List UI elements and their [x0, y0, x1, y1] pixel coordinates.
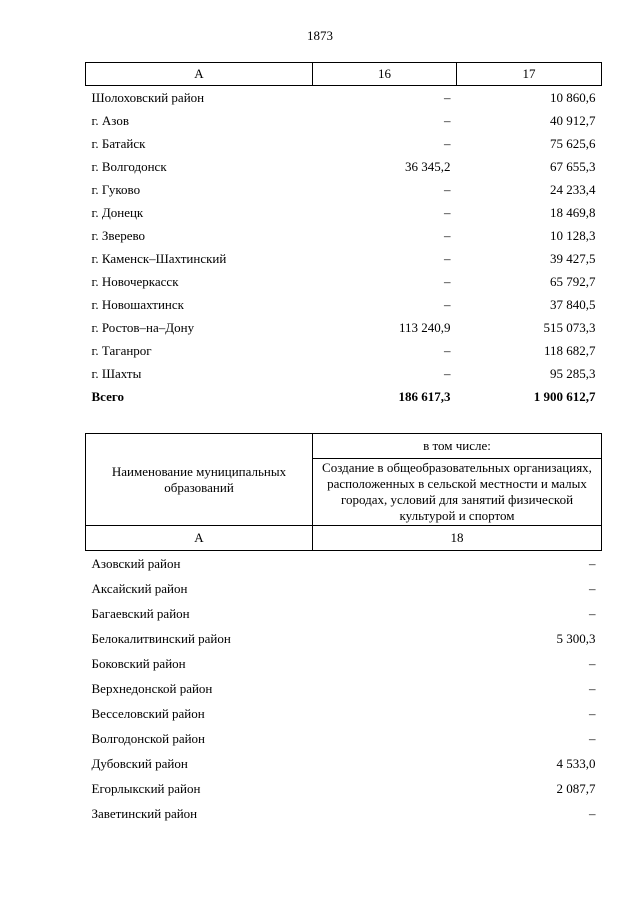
row-name: Заветинский район: [91, 805, 198, 821]
index-col-a: А: [86, 526, 313, 551]
table-row: [86, 601, 602, 626]
row-name: г. Ростов–на–Дону: [91, 319, 195, 335]
row-name: г. Донецк: [91, 204, 144, 220]
table-row: [86, 270, 602, 293]
row-col-17: 75 625,6: [550, 135, 596, 151]
row-col-17: 18 469,8: [550, 204, 596, 220]
table-row: [86, 178, 602, 201]
row-name: Весселовский район: [91, 705, 205, 721]
header-col-16: 16: [313, 63, 457, 86]
table-row: [86, 676, 602, 701]
row-name: г. Каменск–Шахтинский: [91, 250, 227, 266]
row-col-18: –: [589, 805, 596, 821]
table-row: [86, 316, 602, 339]
row-col-18: –: [589, 580, 596, 596]
row-col-18: –: [589, 605, 596, 621]
table-row: [86, 362, 602, 385]
header-col-17: 17: [457, 63, 602, 86]
table-row: [86, 701, 602, 726]
row-name: Верхнедонской район: [91, 680, 213, 696]
table2-header-row-1: [86, 434, 602, 459]
row-col-18: –: [589, 655, 596, 671]
row-col-18: –: [589, 555, 596, 571]
row-name: Егорлыкский район: [91, 780, 201, 796]
budget-table-columns-16-17: [85, 62, 602, 408]
row-col-16: –: [444, 342, 451, 358]
table-header-row: [86, 63, 602, 86]
row-col-18: –: [589, 680, 596, 696]
row-col-18: 5 300,3: [556, 630, 596, 646]
table-row: [86, 247, 602, 270]
table-row: [86, 132, 602, 155]
row-col-18: –: [589, 705, 596, 721]
total-row: [86, 385, 602, 408]
row-col-16: –: [444, 135, 451, 151]
row-col-17: 67 655,3: [550, 158, 596, 174]
row-col-16: –: [444, 204, 451, 220]
page-number: 1873: [307, 28, 333, 43]
row-col-17: 24 233,4: [550, 181, 596, 197]
row-name: г. Азов: [91, 112, 129, 128]
row-col-17: 39 427,5: [550, 250, 596, 266]
table-row: [86, 651, 602, 676]
table-row: [86, 776, 602, 801]
row-name: г. Волгодонск: [91, 158, 167, 174]
row-name: Дубовский район: [91, 755, 188, 771]
table-row: [86, 86, 602, 110]
row-name: г. Новошахтинск: [91, 296, 184, 312]
total-col-16: 186 617,3: [398, 388, 451, 404]
table-row: [86, 551, 602, 577]
row-col-17: 65 792,7: [550, 273, 596, 289]
table-row: [86, 109, 602, 132]
row-name: Аксайский район: [91, 580, 188, 596]
row-name: г. Зверево: [91, 227, 146, 243]
row-col-16: –: [444, 181, 451, 197]
row-name: г. Гуково: [91, 181, 141, 197]
row-col-17: 95 285,3: [550, 365, 596, 381]
row-name: г. Новочеркасск: [91, 273, 179, 289]
row-col-16: –: [444, 273, 451, 289]
table-row: [86, 726, 602, 751]
total-col-17: 1 900 612,7: [533, 388, 596, 404]
row-name: Азовский район: [91, 555, 181, 571]
row-name: Багаевский район: [91, 605, 190, 621]
row-col-16: –: [444, 296, 451, 312]
row-name: г. Батайск: [91, 135, 146, 151]
header-including: в том числе:: [313, 434, 602, 459]
table-row: [86, 751, 602, 776]
header-col-18-description: Создание в общеобразовательных организациях, расположенных в сельской местности и малых городах, условий для занятий физической культурой и спортом: [313, 459, 602, 526]
row-col-17: 37 840,5: [550, 296, 596, 312]
row-col-17: 118 682,7: [543, 342, 596, 358]
table-row: [86, 339, 602, 362]
header-col-a: А: [86, 63, 313, 86]
row-col-16: –: [444, 365, 451, 381]
table-row: [86, 201, 602, 224]
row-name: Боковский район: [91, 655, 186, 671]
row-name: Шолоховский район: [91, 89, 205, 105]
row-col-16: –: [444, 250, 451, 266]
row-name: Волгодонской район: [91, 730, 206, 746]
row-name: Белокалитвинский район: [91, 630, 231, 646]
row-col-17: 40 912,7: [550, 112, 596, 128]
row-col-18: 4 533,0: [556, 755, 596, 771]
header-municipal-name: Наименование муниципальных образований: [86, 434, 313, 526]
row-col-17: 515 073,3: [543, 319, 596, 335]
table-row: [86, 224, 602, 247]
row-col-18: –: [589, 730, 596, 746]
total-label: Всего: [91, 388, 124, 404]
row-col-17: 10 128,3: [550, 227, 596, 243]
table-row: [86, 626, 602, 651]
budget-table-column-18: [85, 433, 602, 826]
row-col-17: 10 860,6: [550, 89, 596, 105]
row-col-16: –: [444, 227, 451, 243]
row-col-16: 36 345,2: [405, 158, 451, 174]
row-col-18: 2 087,7: [556, 780, 596, 796]
table-row: [86, 801, 602, 826]
row-name: г. Шахты: [91, 365, 142, 381]
row-col-16: –: [444, 112, 451, 128]
table2-index-row: [86, 526, 602, 551]
table-row: [86, 293, 602, 316]
row-col-16: –: [444, 89, 451, 105]
row-name: г. Таганрог: [91, 342, 152, 358]
row-col-16: 113 240,9: [398, 319, 451, 335]
table-row: [86, 155, 602, 178]
table-row: [86, 576, 602, 601]
index-col-18: 18: [313, 526, 602, 551]
